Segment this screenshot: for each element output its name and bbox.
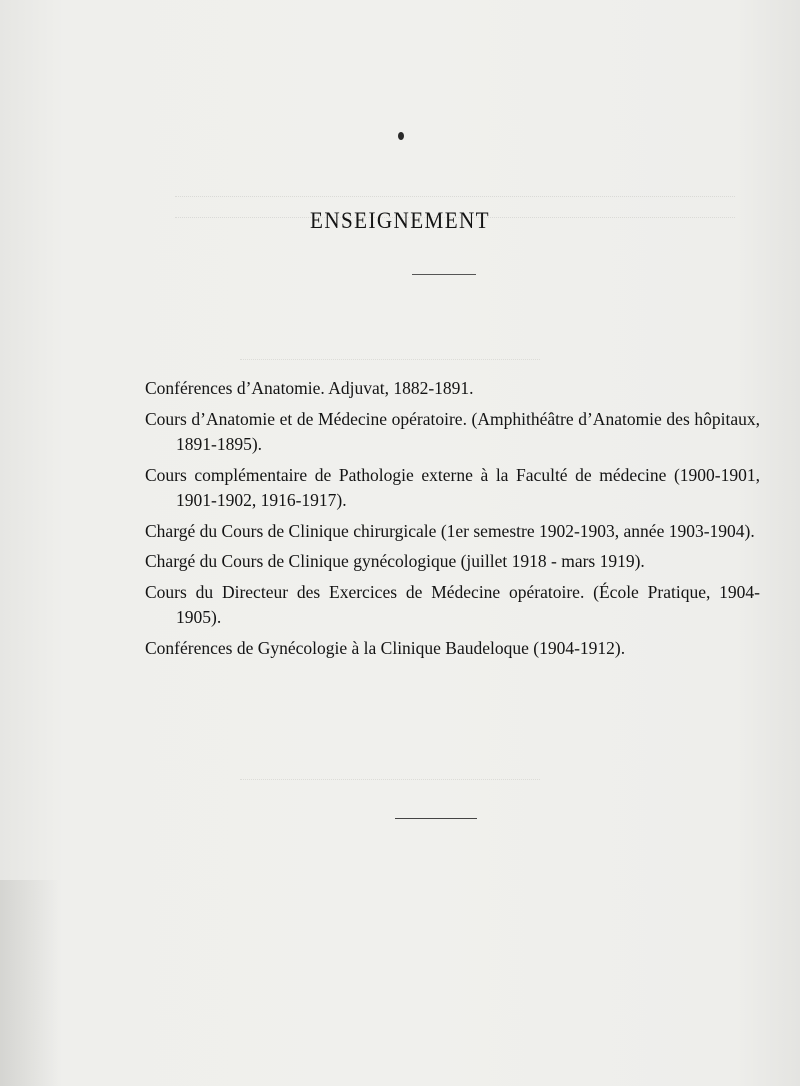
ink-dot [398,132,404,140]
bleed-through-texture [240,345,540,360]
list-item: Cours du Directeur des Exercices de Médecine opératoire. (École Pratique, 1904-1905). [145,581,760,627]
teaching-list [145,376,760,666]
list-item: Chargé du Cours de Clinique chirurgicale (1er semestre 1902-1903, année 1903-1904). [145,520,755,541]
list-item: Chargé du Cours de Clinique gynécologique (juillet 1918 - mars 1919). [145,551,645,571]
list-item: Cours d’Anatomie et de Médecine opératoire. (Amphithéâtre d’Anatomie des hôpitaux, 1891-1895). [145,408,760,454]
closing-divider [395,818,477,819]
page-title: ENSEIGNEMENT [310,208,490,233]
list-item: Conférences de Gynécologie à la Clinique Baudeloque (1904-1912). [145,637,626,658]
bleed-through-texture [240,765,540,780]
page-edge-shadow [0,880,60,1086]
list-item: Cours complémentaire de Pathologie externe à la Faculté de médecine (1900-1901, 1901-1902, 1916-1917). [145,464,760,510]
list-item: Conférences d’Anatomie. Adjuvat, 1882-1891. [145,378,474,398]
title-divider [412,274,476,275]
